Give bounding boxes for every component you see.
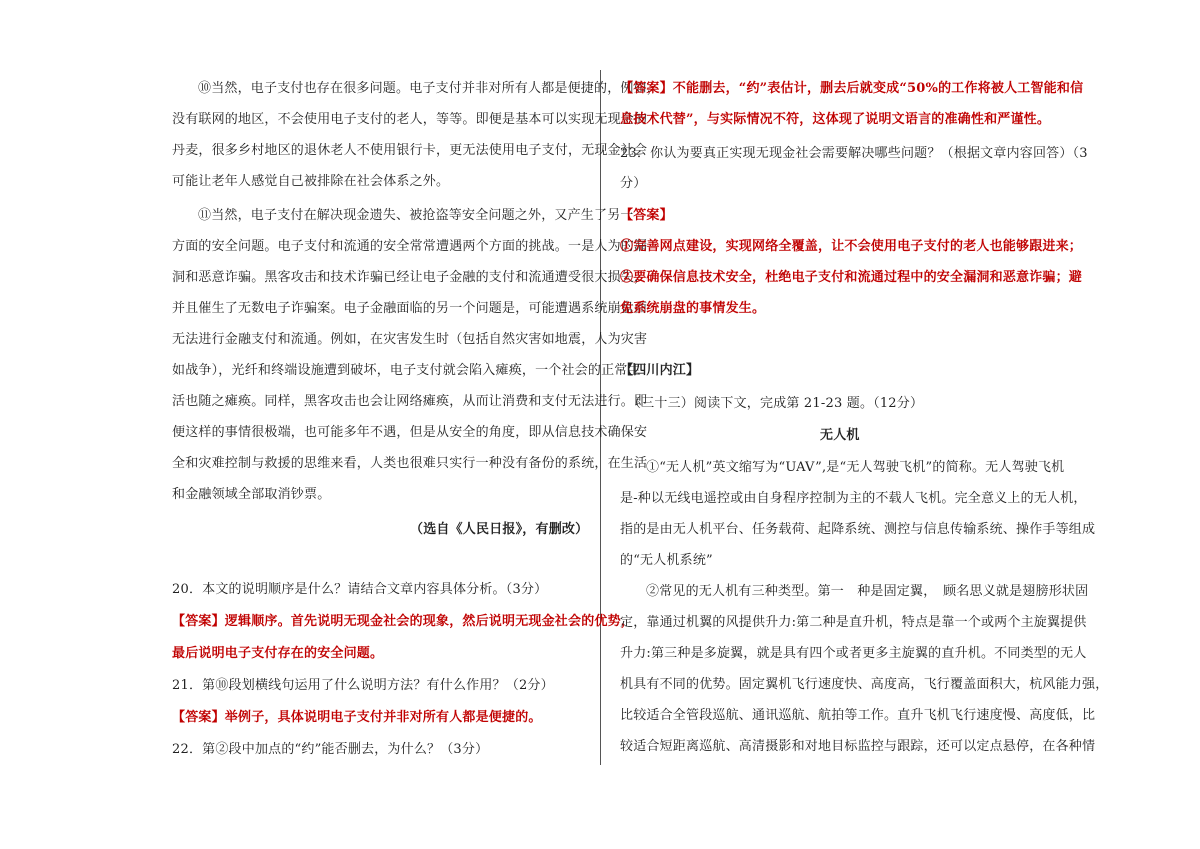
question-21: 21．第⑩段划横线句运用了什么说明方法？有什么作用？（2分） xyxy=(172,678,554,693)
para2-line: 较适合短距离巡航、高清摄影和对地目标监控与跟踪，还可以定点悬停，在各种情 xyxy=(620,739,1096,754)
para10-line: ⑩当然，电子支付也存在很多问题。电子支付并非对所有人都是便捷的，例如， xyxy=(198,81,661,96)
para11-line: ⑪当然，电子支付在解决现金遗失、被抢盗等安全问题之外，又产生了另一 xyxy=(198,208,634,223)
para11-line: 活也随之瘫痪。同样，黑客攻击也会让网络瘫痪，从而让消费和支付无法进行。即 xyxy=(172,394,648,409)
answer-22-line: 【答案】不能删去，“约”表估计，删去后就变成“50%的工作将被人工智能和信 xyxy=(620,81,1084,96)
question-23-line: 分） xyxy=(620,176,647,191)
para10-line: 没有联网的地区，不会使用电子支付的老人，等等。即便是基本可以实现无现金的 xyxy=(172,112,648,127)
answer-23-line: ①完善网点建设，实现网络全覆盖，让不会使用电子支付的老人也能够跟进来； xyxy=(620,239,1083,254)
para11-line: 和金融领域全部取消钞票。 xyxy=(172,487,331,502)
para2-line: 升力:第三种是多旋翼，就是具有四个或者更多主旋翼的直升机。不同类型的无人 xyxy=(620,646,1087,661)
para2-line: 定，靠通过机翼的风提供升力:第二种是直升机，特点是靠一个或两个主旋翼提供 xyxy=(620,615,1087,630)
column-divider xyxy=(600,70,601,765)
region-heading: 【四川内江】 xyxy=(620,363,700,378)
question-23-line: 23．你认为要真正实现无现金社会需要解决哪些问题？（根据文章内容回答）（3 xyxy=(620,146,1088,161)
answer-23-label: 【答案】 xyxy=(620,208,673,223)
para2-line: 比较适合全管段巡航、通讯巡航、航拍等工作。直升飞机飞行速度慢、高度低，比 xyxy=(620,708,1096,723)
para10-line: 可能让老年人感觉自己被排除在社会体系之外。 xyxy=(172,174,450,189)
para1-line: 是-种以无线电遥控或由自身程序控制为主的不载人飞机。完全意义上的无人机， xyxy=(620,491,1087,506)
answer-20-line: 【答案】逻辑顺序。首先说明无现金社会的现象，然后说明无现金社会的优势， xyxy=(172,614,635,629)
answer-21: 【答案】举例子，具体说明电子支付并非对所有人都是便捷的。 xyxy=(172,710,542,725)
answer-20-line: 最后说明电子支付存在的安全问题。 xyxy=(172,646,384,661)
question-20: 20．本文的说明顺序是什么？请结合文章内容具体分析。（3分） xyxy=(172,582,548,597)
reading-intro: （三十三）阅读下文，完成第 21-23 题。（12分） xyxy=(628,396,924,411)
para1-line: ①“无人机”英文缩写为“UAV”,是“无人驾驶飞机”的简称。无人驾驶飞机 xyxy=(646,460,1065,475)
para1-line: 的“无人机系统” xyxy=(620,553,713,568)
para11-line: 并且催生了无数电子诈骗案。电子金融面临的另一个问题是，可能遭遇系统崩盘而 xyxy=(172,301,648,316)
para11-line: 无法进行金融支付和流通。例如，在灾害发生时（包括自然灾害如地震，人为灾害 xyxy=(172,332,648,347)
question-22: 22．第②段中加点的“约”能否删去，为什么？（3分） xyxy=(172,742,489,757)
answer-22-line: 息技术代替”，与实际情况不符，这体现了说明文语言的准确性和严谨性。 xyxy=(620,112,1051,127)
answer-23-line: 免系统崩盘的事情发生。 xyxy=(620,301,766,316)
para11-line: 全和灾难控制与救援的思维来看，人类也很难只实行一种没有备份的系统，在生活 xyxy=(172,456,648,471)
para11-line: 洞和恶意诈骗。黑客攻击和技术诈骗已经让电子金融的支付和流通遭受很大损失， xyxy=(172,270,648,285)
para2-line: ②常见的无人机有三种类型。第一 种是固定翼， 顾名思义就是翅膀形状固 xyxy=(646,584,1089,599)
para11-line: 方面的安全问题。电子支付和流通的安全常常遭遇两个方面的挑战。一是人为的漏 xyxy=(172,239,648,254)
para1-line: 指的是由无人机平台、任务载荷、起降系统、测控与信息传输系统、操作手等组成 xyxy=(620,522,1096,537)
para2-line: 机具有不同的优势。固定翼机飞行速度快、高度高，飞行覆盖面积大，杭风能力强， xyxy=(620,677,1109,692)
para11-line: 便这样的事情很极端，也可能多年不遇，但是从安全的角度，即从信息技术确保安 xyxy=(172,425,648,440)
para11-line: 如战争），光纤和终端设施遭到破坏，电子支付就会陷入瘫痪，一个社会的正常生 xyxy=(172,363,641,378)
article-title: 无人机 xyxy=(820,428,860,443)
para10-line: 丹麦，很多乡村地区的退休老人不使用银行卡，更无法使用电子支付，无现金社会 xyxy=(172,143,648,158)
answer-23-line: ②要确保信息技术安全，杜绝电子支付和流通过程中的安全漏洞和恶意诈骗；避 xyxy=(620,270,1083,285)
source-citation: （选自《人民日报》，有删改） xyxy=(410,522,589,537)
